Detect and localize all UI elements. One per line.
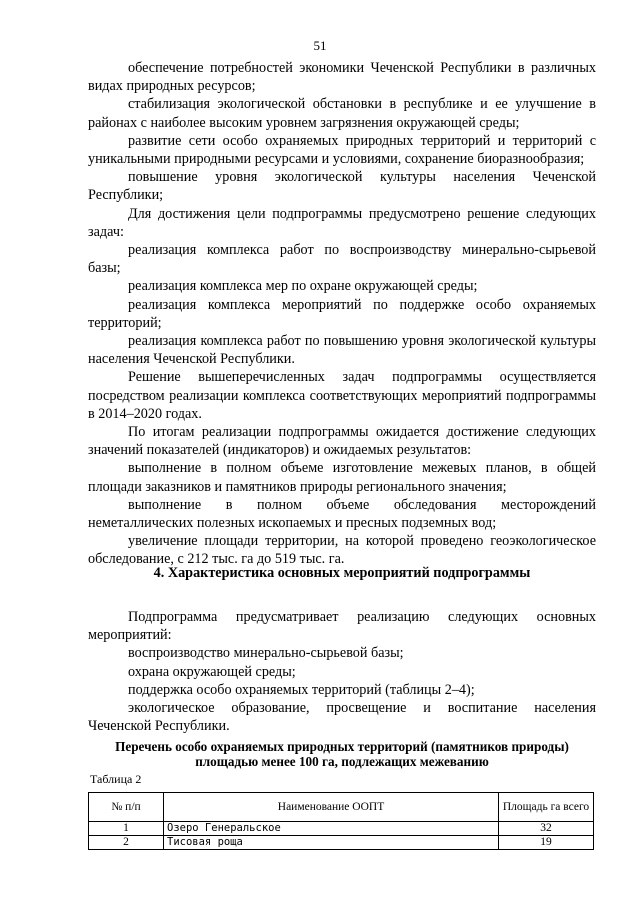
- cell-name: Озеро Генеральское: [164, 822, 499, 836]
- table-row: [89, 836, 594, 850]
- body-text-top: [88, 59, 596, 569]
- paragraph: По итогам реализации подпрограммы ожидается достижение следующих значений показателей (индикаторов) и ожидаемых результатов:: [88, 424, 596, 459]
- cell-number: 1: [89, 822, 164, 836]
- table-header-row: [89, 793, 594, 822]
- paragraph: Для достижения цели подпрограммы предусмотрено решение следующих задач:: [88, 205, 596, 240]
- section-heading: 4. Характеристика основных мероприятий подпрограммы: [153, 565, 531, 581]
- paragraph: выполнение в полном объеме изготовление межевых планов, в общей площади заказников и памятников природы регионального значения;: [88, 460, 596, 495]
- paragraph: Подпрограмма предусматривает реализацию следующих основных мероприятий:: [88, 609, 596, 644]
- cell-number: 2: [89, 836, 164, 850]
- paragraph: реализация комплекса работ по повышению уровня экологической культуры населения Чеченской Республики.: [88, 333, 596, 368]
- paragraph: Решение вышеперечисленных задач подпрограммы осуществляется посредством реализации комплекса соответствующих мероприятий подпрограммы в 2014–2020 годах.: [88, 369, 596, 422]
- paragraph: обеспечение потребностей экономики Чеченской Республики в различных видах природных ресурсов;: [88, 60, 596, 95]
- paragraph: воспроизводство минерально-сырьевой базы;: [128, 645, 404, 662]
- paragraph: реализация комплекса мер по охране окружающей среды;: [128, 278, 478, 295]
- paragraph: охрана окружающей среды;: [128, 663, 296, 680]
- paragraph: увеличение площади территории, на которой проведено геоэкологическое обследование, с 212 тыс. га до 519 тыс. га.: [88, 533, 596, 568]
- paragraph: повышение уровня экологической культуры населения Чеченской Республики;: [88, 169, 596, 204]
- column-header-number: № п/п: [89, 793, 164, 822]
- column-header-name: Наименование ООПТ: [164, 793, 499, 822]
- table-label: Таблица 2: [90, 772, 142, 786]
- cell-name: Тисовая роща: [164, 836, 499, 850]
- cell-area: 19: [499, 836, 594, 850]
- paragraph: выполнение в полном объеме обследования месторождений неметаллических полезных ископаемых и пресных подземных вод;: [88, 496, 596, 532]
- paragraph: реализация комплекса работ по воспроизводству минерально-сырьевой базы;: [88, 242, 596, 277]
- table-row: [89, 822, 594, 836]
- paragraph: реализация комплекса мероприятий по поддержке особо охраняемых территорий;: [88, 296, 596, 331]
- paragraph: поддержка особо охраняемых территорий (таблицы 2–4);: [128, 681, 475, 698]
- page-number: 51: [313, 38, 327, 53]
- body-text-bottom: [88, 608, 596, 735]
- paragraph: экологическое образование, просвещение и воспитание населения Чеченской Республики.: [88, 700, 596, 735]
- paragraph: развитие сети особо охраняемых природных территорий и территорий с уникальными природными ресурсами и условиями, сохранение биоразнообразия;: [88, 132, 596, 168]
- table-title: Перечень особо охраняемых природных территорий (памятников природы) площадью менее 100 га, подлежащих межеванию: [115, 739, 569, 769]
- paragraph: стабилизация экологической обстановки в республике и ее улучшение в районах с наиболее высоким уровнем загрязнения окружающей среды;: [88, 96, 596, 131]
- protected-areas-table: [88, 792, 594, 850]
- column-header-area: Площадь га всего: [499, 793, 594, 822]
- cell-area: 32: [499, 822, 594, 836]
